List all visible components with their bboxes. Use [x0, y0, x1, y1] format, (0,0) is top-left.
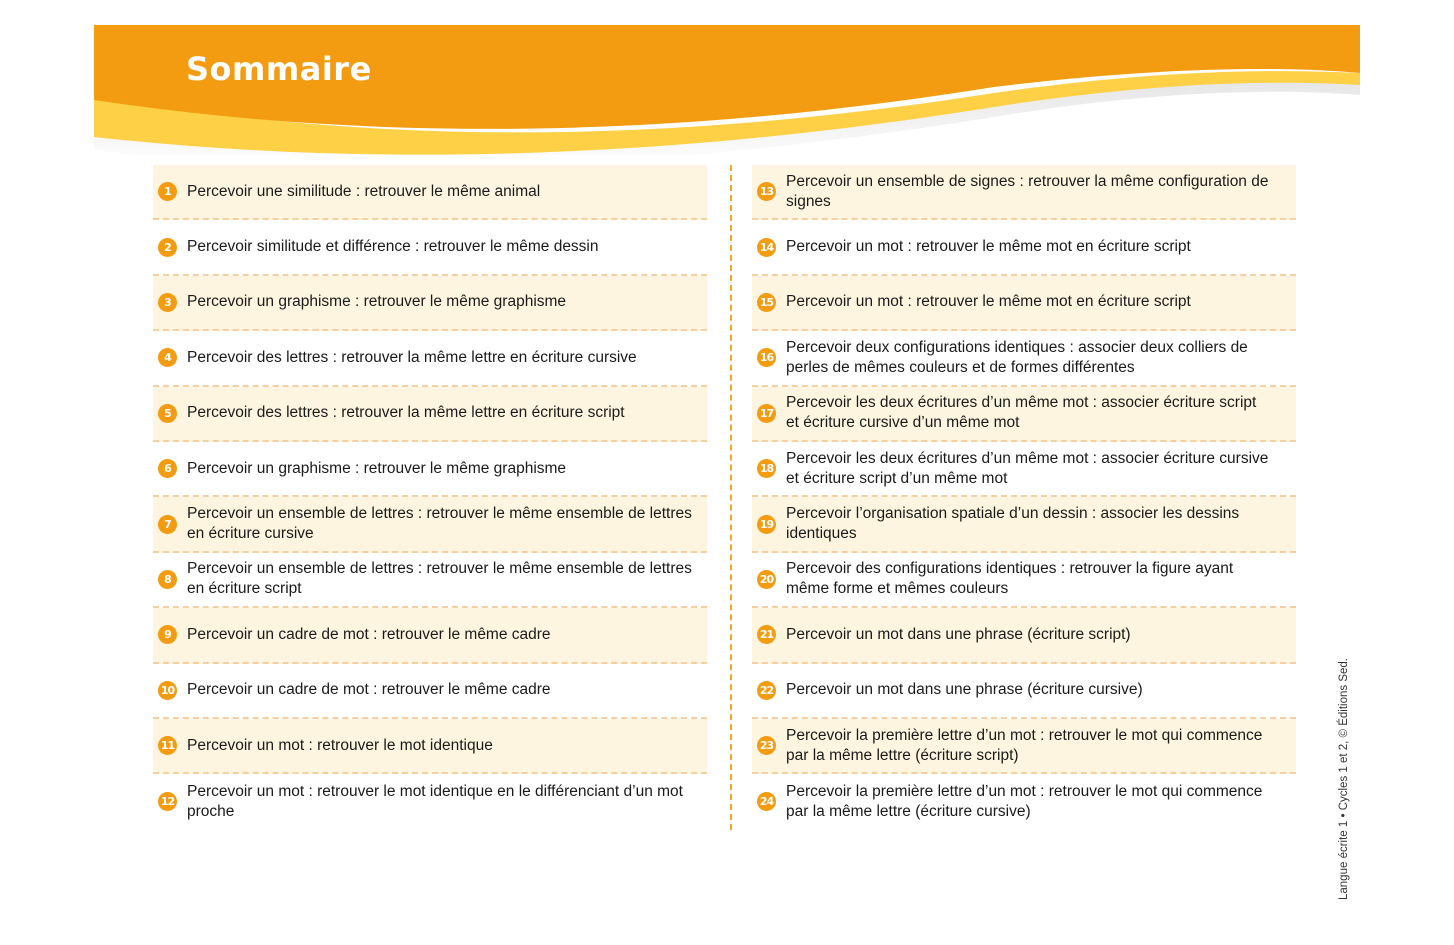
toc-entry-title: Percevoir des lettres : retrouver la même lettre en écriture script	[187, 404, 625, 422]
toc-entry	[153, 442, 707, 497]
toc-entry	[153, 664, 707, 719]
toc-entry	[153, 553, 707, 608]
chapter-number-badge: 20	[757, 570, 776, 589]
chapter-number-badge: 1	[158, 182, 177, 201]
toc-entry-title: Percevoir une similitude : retrouver le même animal	[187, 182, 541, 200]
page-title: Sommaire	[186, 50, 372, 88]
chapter-number-badge: 22	[757, 681, 776, 700]
copyright-credit: Langue écrite 1 • Cycles 1 et 2, © Éditions Sed.	[1338, 658, 1350, 900]
toc-entry	[153, 387, 707, 442]
toc-entry	[752, 165, 1296, 220]
toc-entry	[153, 276, 707, 331]
toc-entry-title: Percevoir un graphisme : retrouver le même graphisme	[187, 293, 567, 311]
toc-entry-title: Percevoir les deux écritures d’un même mot : associer écriture cursive et écriture script d’un même mot	[786, 449, 1269, 487]
toc-entry	[153, 220, 707, 275]
toc-entry-title: Percevoir un ensemble de lettres : retrouver le même ensemble de lettres en écriture script	[187, 560, 692, 598]
toc-entry	[752, 774, 1296, 829]
toc-entry-title: Percevoir la première lettre d’un mot : retrouver le mot qui commence par la même lettre (écriture cursive)	[786, 782, 1263, 820]
chapter-number-badge: 7	[158, 515, 177, 534]
toc-entry-title: Percevoir les deux écritures d’un même mot : associer écriture script et écriture cursive d’un même mot	[786, 394, 1257, 432]
header-banner	[94, 25, 1360, 155]
chapter-number-badge: 2	[158, 238, 177, 257]
chapter-number-badge: 18	[757, 459, 776, 478]
chapter-number-badge: 6	[158, 459, 177, 478]
toc-entry	[752, 331, 1296, 386]
toc-entry-title: Percevoir un mot dans une phrase (écriture cursive)	[786, 681, 1143, 699]
toc-entry-title: Percevoir des lettres : retrouver la même lettre en écriture cursive	[187, 348, 637, 366]
toc-entry	[153, 608, 707, 663]
toc-entry-title: Percevoir un mot : retrouver le mot identique en le différenciant d’un mot proche	[187, 782, 683, 820]
toc-entry	[153, 331, 707, 386]
toc-entry	[153, 719, 707, 774]
chapter-number-badge: 21	[757, 625, 776, 644]
chapter-number-badge: 24	[757, 792, 776, 811]
toc-right-column	[752, 165, 1296, 830]
toc-entry	[752, 276, 1296, 331]
toc-entry-title: Percevoir un ensemble de lettres : retrouver le même ensemble de lettres en écriture cursive	[187, 505, 692, 543]
banner-wave-shape	[94, 25, 1360, 155]
chapter-number-badge: 11	[158, 736, 177, 755]
toc-entry	[153, 497, 707, 552]
chapter-number-badge: 17	[757, 404, 776, 423]
chapter-number-badge: 16	[757, 348, 776, 367]
chapter-number-badge: 9	[158, 625, 177, 644]
toc-entry	[752, 719, 1296, 774]
toc-entry	[752, 387, 1296, 442]
toc-entry-title: Percevoir un ensemble de signes : retrouver la même configuration de signes	[786, 172, 1269, 210]
toc-entry	[752, 664, 1296, 719]
toc-entry	[153, 165, 707, 220]
toc-entry-title: Percevoir un cadre de mot : retrouver le même cadre	[187, 681, 551, 699]
toc-entry	[752, 220, 1296, 275]
toc-entry-title: Percevoir un cadre de mot : retrouver le même cadre	[187, 625, 551, 643]
chapter-number-badge: 12	[158, 792, 177, 811]
column-divider	[730, 165, 732, 830]
toc-entry-title: Percevoir un mot : retrouver le même mot en écriture script	[786, 238, 1191, 256]
toc-entry	[752, 497, 1296, 552]
toc-entry-title: Percevoir un mot dans une phrase (écriture script)	[786, 625, 1131, 643]
chapter-number-badge: 4	[158, 348, 177, 367]
toc-entry-title: Percevoir un mot : retrouver le mot identique	[187, 736, 493, 754]
chapter-number-badge: 13	[757, 182, 776, 201]
toc-entry-title: Percevoir l’organisation spatiale d’un dessin : associer les dessins identiques	[786, 505, 1240, 543]
chapter-number-badge: 8	[158, 570, 177, 589]
chapter-number-badge: 3	[158, 293, 177, 312]
toc-left-column	[153, 165, 707, 830]
chapter-number-badge: 5	[158, 404, 177, 423]
toc-entry-title: Percevoir deux configurations identiques : associer deux colliers de perles de mêmes couleurs et de formes différentes	[786, 338, 1248, 376]
toc-entry	[752, 553, 1296, 608]
chapter-number-badge: 14	[757, 238, 776, 257]
toc-entry-title: Percevoir la première lettre d’un mot : retrouver le mot qui commence par la même lettre (écriture script)	[786, 726, 1263, 764]
toc-entry-title: Percevoir un mot : retrouver le même mot en écriture script	[786, 293, 1191, 311]
chapter-number-badge: 15	[757, 293, 776, 312]
toc-entry	[153, 774, 707, 829]
chapter-number-badge: 10	[158, 681, 177, 700]
toc-entry	[752, 442, 1296, 497]
toc-entry-title: Percevoir des configurations identiques : retrouver la figure ayant même forme et mêmes couleurs	[786, 560, 1234, 598]
toc-entry	[752, 608, 1296, 663]
chapter-number-badge: 23	[757, 736, 776, 755]
chapter-number-badge: 19	[757, 515, 776, 534]
toc-entry-title: Percevoir similitude et différence : retrouver le même dessin	[187, 238, 599, 256]
toc-entry-title: Percevoir un graphisme : retrouver le même graphisme	[187, 459, 567, 477]
